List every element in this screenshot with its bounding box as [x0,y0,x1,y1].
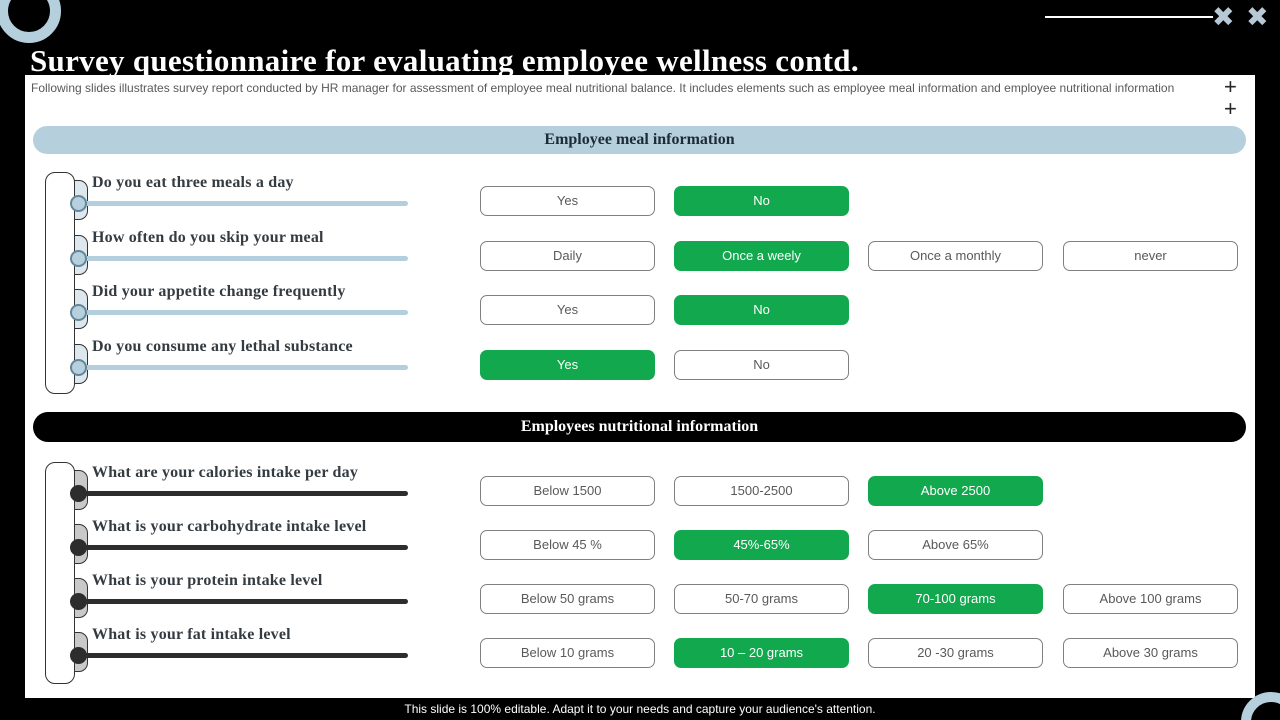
answer-option-button[interactable]: 10 – 20 grams [674,638,849,668]
question-marker-dot [70,485,87,502]
question-marker-dot [70,250,87,267]
page-title: Survey questionnaire for evaluating employee wellness contd. [30,42,859,78]
question-marker-dot [70,359,87,376]
question-label: Did your appetite change frequently [92,283,346,300]
question-row [0,462,1280,518]
question-row [0,624,1280,680]
answer-option-button[interactable]: Yes [480,295,655,325]
answer-option-button[interactable]: never [1063,241,1238,271]
slide-description: Following slides illustrates survey report conducted by HR manager for assessment of employee meal nutritional balance. It includes elements such as employee meal information and employee nutritional information [31,81,1175,95]
question-marker-dot [70,647,87,664]
answer-option-button[interactable]: Yes [480,186,655,216]
answer-option-button[interactable]: Daily [480,241,655,271]
plus-icon: + [1224,96,1237,121]
question-label: Do you eat three meals a day [92,174,294,191]
answer-option-button[interactable]: Below 1500 [480,476,655,506]
answer-option-button[interactable]: Above 100 grams [1063,584,1238,614]
answer-option-button[interactable]: 50-70 grams [674,584,849,614]
question-row [0,516,1280,572]
answer-option-button[interactable]: 70-100 grams [868,584,1043,614]
answer-option-button[interactable]: Below 50 grams [480,584,655,614]
answer-option-button[interactable]: Below 10 grams [480,638,655,668]
question-underline [84,310,408,315]
plus-icon: + [1224,74,1237,99]
answer-option-button[interactable]: Once a monthly [868,241,1043,271]
answer-option-button[interactable]: Above 30 grams [1063,638,1238,668]
footer-note: This slide is 100% editable. Adapt it to your needs and capture your audience's attention. [404,702,876,716]
section-header-nutritional-information: Employees nutritional information [33,412,1246,442]
question-underline [84,545,408,550]
answer-option-button[interactable]: 45%-65% [674,530,849,560]
question-row [0,570,1280,626]
close-icon: ✖ [1246,2,1269,33]
question-underline [84,201,408,206]
question-underline [84,653,408,658]
question-underline [84,491,408,496]
question-marker-dot [70,195,87,212]
question-label: What is your protein intake level [92,572,323,589]
question-underline [84,599,408,604]
question-underline [84,256,408,261]
answer-option-button[interactable]: No [674,350,849,380]
answer-option-button[interactable]: Yes [480,350,655,380]
answer-option-button[interactable]: Below 45 % [480,530,655,560]
question-underline [84,365,408,370]
answer-option-button[interactable]: 1500-2500 [674,476,849,506]
answer-option-button[interactable]: Once a weely [674,241,849,271]
question-label: What is your carbohydrate intake level [92,518,367,535]
question-marker-dot [70,304,87,321]
question-label: What is your fat intake level [92,626,291,643]
question-marker-dot [70,539,87,556]
answer-option-button[interactable]: 20 -30 grams [868,638,1043,668]
answer-option-button[interactable]: No [674,186,849,216]
question-label: What are your calories intake per day [92,464,359,481]
question-label: Do you consume any lethal substance [92,338,353,355]
answer-option-button[interactable]: No [674,295,849,325]
close-icon: ✖ [1212,2,1235,33]
answer-option-button[interactable]: Above 65% [868,530,1043,560]
answer-option-button[interactable]: Above 2500 [868,476,1043,506]
question-marker-dot [70,593,87,610]
question-label: How often do you skip your meal [92,229,324,246]
section-header-meal-information: Employee meal information [33,126,1246,154]
